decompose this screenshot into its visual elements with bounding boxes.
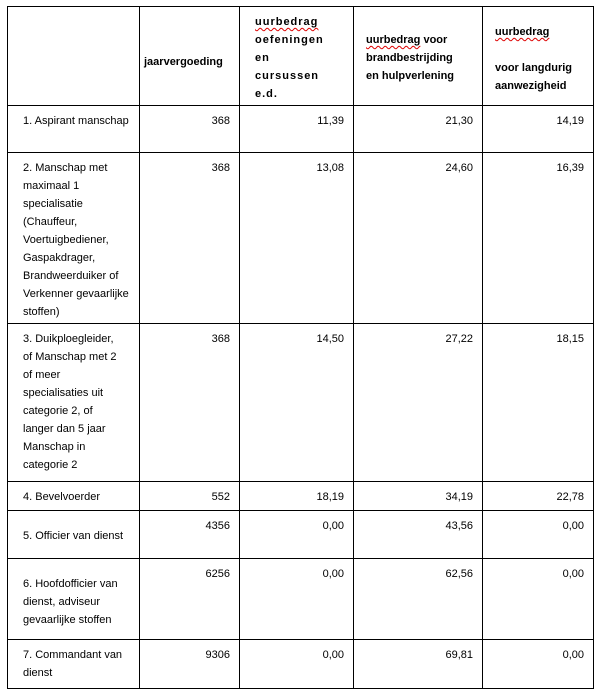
table-row — [8, 559, 594, 640]
compensation-table — [7, 6, 594, 689]
cell-brandbestrijding: 21,30 — [354, 106, 483, 153]
cell-oefeningen: 14,50 — [240, 324, 354, 482]
header-jaarvergoeding: jaarvergoeding — [140, 7, 240, 106]
table-row — [8, 324, 594, 482]
cell-langdurig: 0,00 — [483, 640, 594, 689]
cell-jaarvergoeding: 552 — [140, 482, 240, 511]
cell-oefeningen: 11,39 — [240, 106, 354, 153]
row-label: 1. Aspirant manschap — [8, 106, 140, 153]
cell-jaarvergoeding: 368 — [140, 106, 240, 153]
cell-oefeningen: 0,00 — [240, 511, 354, 559]
cell-langdurig: 22,78 — [483, 482, 594, 511]
cell-jaarvergoeding: 4356 — [140, 511, 240, 559]
header-brandbestrijding: uurbedrag voor brandbestrijding en hulpverlening — [354, 7, 483, 106]
cell-langdurig: 0,00 — [483, 511, 594, 559]
cell-brandbestrijding: 69,81 — [354, 640, 483, 689]
row-label: 4. Bevelvoerder — [8, 482, 140, 511]
table-row — [8, 153, 594, 324]
cell-jaarvergoeding: 9306 — [140, 640, 240, 689]
cell-jaarvergoeding: 368 — [140, 324, 240, 482]
header-oefeningen: uurbedrag oefeningen en cursussen e.d. — [240, 7, 354, 106]
cell-langdurig: 18,15 — [483, 324, 594, 482]
row-label: 2. Manschap met maximaal 1 specialisatie (Chauffeur, Voertuigbediener, Gaspakdrager, Brandweerduiker of Verkenner gevaarlijke stoffen) — [8, 153, 140, 324]
header-empty — [8, 7, 140, 106]
table-row — [8, 511, 594, 559]
row-label: 7. Commandant van dienst — [8, 640, 140, 689]
cell-jaarvergoeding: 6256 — [140, 559, 240, 640]
table-row — [8, 106, 594, 153]
row-label: 5. Officier van dienst — [8, 511, 140, 559]
header-row — [8, 7, 594, 106]
cell-brandbestrijding: 43,56 — [354, 511, 483, 559]
row-label: 6. Hoofdofficier van dienst, adviseur gevaarlijke stoffen — [8, 559, 140, 640]
cell-langdurig: 14,19 — [483, 106, 594, 153]
spellcheck-word: uurbedrag — [366, 34, 421, 46]
cell-brandbestrijding: 62,56 — [354, 559, 483, 640]
table-row — [8, 482, 594, 511]
cell-oefeningen: 13,08 — [240, 153, 354, 324]
cell-oefeningen: 0,00 — [240, 559, 354, 640]
spellcheck-word: uurbedrag — [255, 16, 319, 28]
cell-jaarvergoeding: 368 — [140, 153, 240, 324]
cell-brandbestrijding: 34,19 — [354, 482, 483, 511]
row-label: 3. Duikploegleider, of Manschap met 2 of meer specialisaties uit categorie 2, of langer dan 5 jaar Manschap in categorie 2 — [8, 324, 140, 482]
cell-langdurig: 0,00 — [483, 559, 594, 640]
cell-oefeningen: 18,19 — [240, 482, 354, 511]
cell-brandbestrijding: 24,60 — [354, 153, 483, 324]
table-row — [8, 640, 594, 689]
cell-brandbestrijding: 27,22 — [354, 324, 483, 482]
header-langdurig: uurbedrag voor langdurig aanwezigheid — [483, 7, 594, 106]
spellcheck-word: uurbedrag — [495, 26, 550, 38]
cell-oefeningen: 0,00 — [240, 640, 354, 689]
cell-langdurig: 16,39 — [483, 153, 594, 324]
